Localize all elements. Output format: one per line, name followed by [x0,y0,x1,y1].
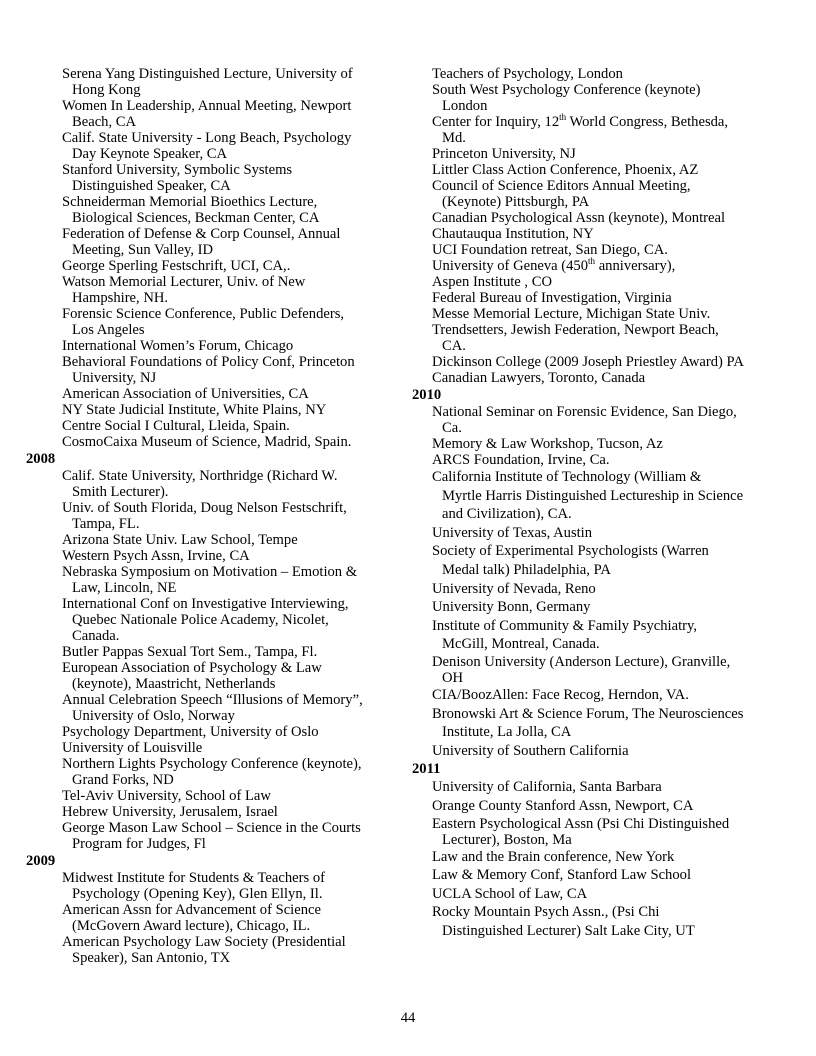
lecture-entry [414,114,744,146]
lecture-entry: National Seminar on Forensic Evidence, San Diego, Ca. [432,404,737,436]
lecture-entry: Orange County Stanford Assn, Newport, CA [432,797,694,814]
ordinal-suffix: th [588,256,596,266]
right-column-loose2 [414,686,744,816]
lecture-entry: University of Nevada, Reno [432,580,596,597]
lecture-entry: Memory & Law Workshop, Tucson, Az [432,436,663,452]
lecture-entry: Psychology Department, University of Oslo [62,724,319,740]
year-heading: 2008 [26,451,56,467]
lecture-entry: Calif. State University - Long Beach, Psychology Day Keynote Speaker, CA [62,130,352,162]
lecture-entry: International Conf on Investigative Interviewing, Quebec Nationale Police Academy, Nicolet, Canada. [62,596,349,644]
lecture-entry: University of Louisville [62,740,203,756]
lecture-entry: Watson Memorial Lecturer, Univ. of New Hampshire, NH. [62,274,306,306]
lecture-entry: University of Texas, Austin [432,524,593,541]
lecture-entry: UCI Foundation retreat, San Diego, CA. [432,242,668,258]
right-column-mid [414,654,744,686]
lecture-entry: CIA/BoozAllen: Face Recog, Herndon, VA. [432,686,689,703]
lecture-entry: Bronowski Art & Science Forum, The Neurosciences Institute, La Jolla, CA [432,705,744,741]
left-column [26,66,364,966]
lecture-entry: Behavioral Foundations of Policy Conf, Princeton University, NJ [62,354,355,386]
entry-text: anniversary), [595,258,676,274]
lecture-entry: Messe Memorial Lecture, Michigan State Univ. [432,306,711,322]
lecture-entry: Univ. of South Florida, Doug Nelson Festschrift, Tampa, FL. [62,500,347,532]
lecture-entry: Federation of Defense & Corp Counsel, Annual Meeting, Sun Valley, ID [62,226,341,258]
year-heading: 2009 [26,853,56,869]
lecture-entry: George Sperling Festschrift, UCI, CA,. [62,258,291,274]
lecture-entry: Centre Social I Cultural, Lleida, Spain. [62,418,290,434]
lecture-entry: Schneiderman Memorial Bioethics Lecture, Biological Sciences, Beckman Center, CA [62,194,320,226]
lecture-entry: Arizona State Univ. Law School, Tempe [62,532,298,548]
lecture-entry: University of California, Santa Barbara [432,779,662,796]
lecture-entry: Law & Memory Conf, Stanford Law School [432,867,691,884]
lecture-entry: George Mason Law School – Science in the Courts Program for Judges, Fl [62,820,361,852]
lecture-entry: ARCS Foundation, Irvine, Ca. [432,452,610,468]
right-column-tight2 [414,816,744,848]
lecture-entry: University of Southern California [432,742,629,759]
lecture-entry: Eastern Psychological Assn (Psi Chi Distinguished Lecturer), Boston, Ma [432,815,730,848]
lecture-entry: Tel-Aviv University, School of Law [62,788,271,804]
lecture-entry: European Association of Psychology & Law (keynote), Maastricht, Netherlands [62,660,322,692]
ordinal-suffix: th [559,112,567,122]
lecture-entry: Nebraska Symposium on Motivation – Emotion & Law, Lincoln, NE [62,564,358,596]
lecture-entry: Trendsetters, Jewish Federation, Newport Beach, CA. [432,322,719,354]
lecture-entry: Aspen Institute , CO [432,274,552,290]
lecture-entry: Canadian Psychological Assn (keynote), Montreal [432,210,726,226]
right-column-loose3 [414,848,744,941]
lecture-entry: Rocky Mountain Psych Assn., (Psi Chi Distinguished Lecturer) Salt Lake City, UT [432,904,695,939]
lecture-entry: Council of Science Editors Annual Meeting, (Keynote) Pittsburgh, PA [432,178,691,210]
lecture-entry: Midwest Institute for Students & Teachers of Psychology (Opening Key), Glen Ellyn, Il. [62,870,325,902]
lecture-entry: Butler Pappas Sexual Tort Sem., Tampa, Fl. [62,644,318,660]
right-column [414,66,744,940]
lecture-entry: Serena Yang Distinguished Lecture, University of Hong Kong [62,66,353,98]
lecture-entry: UCLA School of Law, CA [432,885,588,902]
lecture-entry: NY State Judicial Institute, White Plains, NY [62,402,327,418]
year-heading: 2010 [412,387,442,403]
lecture-entry: Canadian Lawyers, Toronto, Canada [432,370,646,386]
lecture-entry: Law and the Brain conference, New York [432,848,675,865]
right-column-loose [414,468,744,654]
lecture-entry: Chautauqua Institution, NY [432,226,594,242]
lecture-entry: Society of Experimental Psychologists (Warren Medal talk) Philadelphia, PA [432,543,709,578]
entry-text: World Congress, Bethesda, Md. [442,114,729,146]
lecture-entry: Princeton University, NJ [432,146,576,162]
lecture-entry: Northern Lights Psychology Conference (keynote), Grand Forks, ND [62,756,362,788]
lecture-entry: Annual Celebration Speech “Illusions of Memory”, University of Oslo, Norway [62,692,363,724]
page-number: 44 [400,1010,416,1026]
lecture-entry: University Bonn, Germany [432,599,591,616]
lecture-entry: Littler Class Action Conference, Phoenix, AZ [432,162,699,178]
lecture-entry: Denison University (Anderson Lecture), Granville, OH [432,653,731,686]
lecture-entry: Western Psych Assn, Irvine, CA [62,548,250,564]
entry-text: Center for Inquiry, 12 [432,114,560,130]
lecture-entry: CosmoCaixa Museum of Science, Madrid, Spain. [62,434,352,450]
lecture-entry [414,258,744,274]
lecture-entry: Women In Leadership, Annual Meeting, Newport Beach, CA [62,98,352,130]
lecture-entry: International Women’s Forum, Chicago [62,338,294,354]
lecture-entry: American Assn for Advancement of Science (McGovern Award lecture), Chicago, IL. [62,902,321,934]
lecture-entry: Stanford University, Symbolic Systems Distinguished Speaker, CA [62,162,293,194]
entry-text: University of Geneva (450 [432,258,589,274]
right-column-top [414,66,744,468]
lecture-entry: Hebrew University, Jerusalem, Israel [62,804,278,820]
lecture-entry: Calif. State University, Northridge (Richard W. Smith Lecturer). [62,468,338,500]
lecture-entry: American Psychology Law Society (Presidential Speaker), San Antonio, TX [62,934,346,966]
lecture-entry: American Association of Universities, CA [62,386,309,402]
lecture-entry: Dickinson College (2009 Joseph Priestley Award) PA [432,354,744,370]
lecture-entry: California Institute of Technology (William & Myrtle Harris Distinguished Lectureship in Science and Civilization), CA. [432,469,744,523]
lecture-entry: Teachers of Psychology, London [432,66,623,82]
year-heading: 2011 [412,761,441,778]
lecture-entry: Federal Bureau of Investigation, Virginia [432,290,672,306]
lecture-entry: Forensic Science Conference, Public Defenders, Los Angeles [62,306,345,338]
lecture-entry: Institute of Community & Family Psychiatry, McGill, Montreal, Canada. [432,617,697,653]
lecture-entry: South West Psychology Conference (keynote) London [432,82,701,114]
